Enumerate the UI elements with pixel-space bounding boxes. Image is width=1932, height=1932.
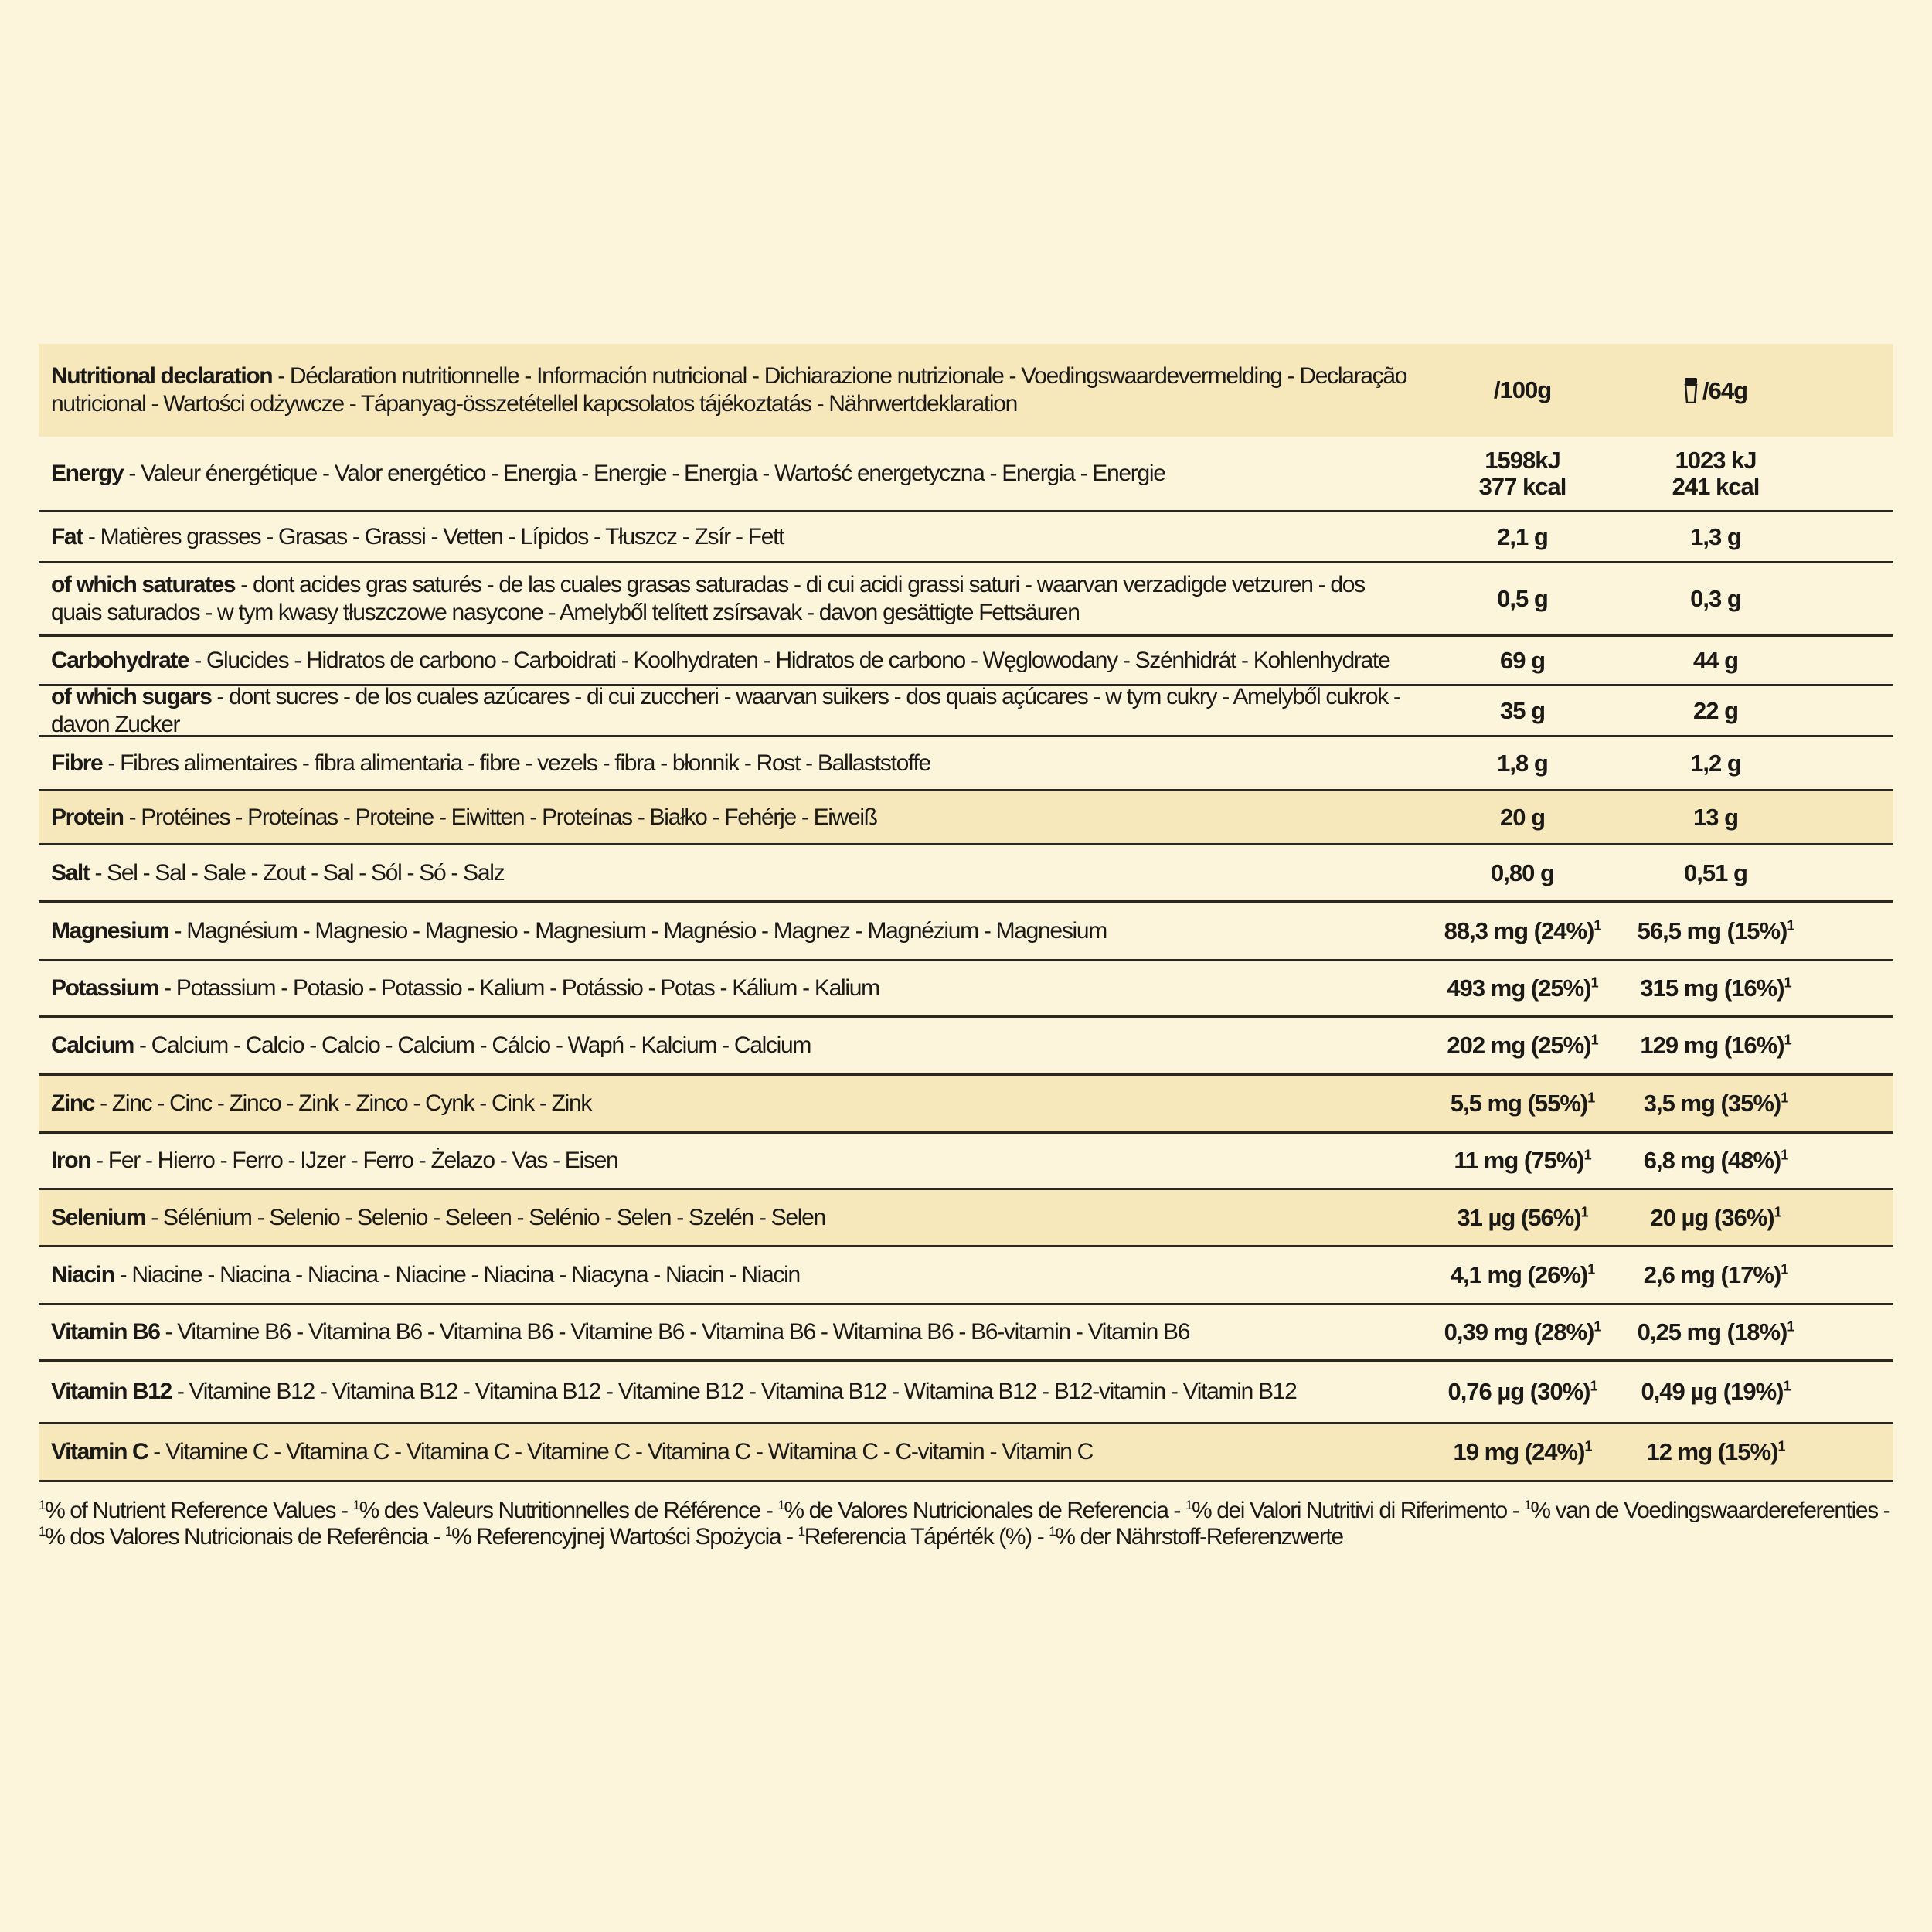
- nutrient-name: Potassium: [51, 975, 159, 1001]
- footnote-marker: 1: [1524, 1498, 1531, 1512]
- value-text: 0,25 mg (18%): [1637, 1318, 1787, 1345]
- footnote-marker: 1: [1584, 1438, 1592, 1454]
- value-text: 129 mg (16%): [1640, 1032, 1784, 1059]
- nutrient-label: [39, 1204, 1426, 1232]
- header-title-rest: - Déclaration nutritionnelle - Información nutricional - Dichiarazione nutrizionale - Voedingswaardevermelding - Declaração nutricional - Wartości odżywcze - Tápanyag-összetétellel kapcsolatos tájékoztatás - Nährwertdeklaration: [51, 363, 1407, 417]
- footnote-marker: 1: [1784, 975, 1791, 991]
- nutrient-translations: - Fibres alimentaires - fibra alimentaria - fibre - vezels - fibra - błonnik - Rost - Ballaststoffe: [102, 750, 930, 776]
- value-per-serving: [1619, 1439, 1812, 1465]
- energy-kj: 1023 kJ: [1675, 446, 1757, 474]
- footnote-part: % des Valeurs Nutritionnelles de Référence -: [359, 1498, 778, 1523]
- value-text: 20 g: [1499, 803, 1546, 831]
- nutrient-name: Energy: [51, 460, 124, 486]
- value-text: 19 mg (24%): [1453, 1438, 1585, 1465]
- table-row: [39, 1247, 1893, 1305]
- value-per-serving: [1619, 804, 1812, 831]
- nutrient-name: Vitamin B6: [51, 1319, 160, 1345]
- value-per-100g: [1426, 975, 1619, 1002]
- header-col-100g: /100g: [1493, 376, 1552, 403]
- nutrient-translations: - Vitamine B6 - Vitamina B6 - Vitamina B6 - Vitamine B6 - Vitamina B6 - Witamina B6 - B6-vitamin - Vitamin B6: [159, 1319, 1190, 1345]
- nutrient-label: [39, 975, 1426, 1002]
- value-per-100g: [1426, 1319, 1619, 1345]
- nutrient-label: [39, 571, 1426, 627]
- footnote-part: % van de Voedingswaardereferenties -: [1530, 1498, 1890, 1523]
- nutrient-translations: - Sélénium - Selenio - Selenio - Seleen - Selénio - Selen - Szelén - Selen: [145, 1204, 825, 1230]
- table-row: [39, 437, 1893, 512]
- value-per-serving: [1619, 648, 1812, 674]
- value-text: 35 g: [1499, 696, 1546, 724]
- nutrient-name: Selenium: [51, 1204, 146, 1230]
- value-text: 1,2 g: [1690, 749, 1741, 777]
- footnote-marker: 1: [1185, 1498, 1192, 1512]
- nutrient-label: [39, 647, 1426, 675]
- footnote-marker: 1: [1594, 1318, 1601, 1335]
- nutrient-translations: - dont sucres - de los cuales azúcares - di cui zuccheri - waarvan suikers - dos quais açúcares - w tym cukry - Amelyből cukrok - davon Zucker: [51, 683, 1400, 737]
- value-per-serving: [1619, 1090, 1812, 1117]
- footnote-part: % of Nutrient Reference Values -: [45, 1498, 353, 1523]
- nutrient-name: Calcium: [51, 1032, 134, 1058]
- value-per-serving: [1619, 750, 1812, 777]
- nutrient-label: [39, 1032, 1426, 1060]
- table-row: [39, 1190, 1893, 1247]
- value-per-100g: [1426, 698, 1619, 724]
- value-text: 202 mg (25%): [1447, 1032, 1591, 1059]
- value-per-100g: [1426, 648, 1619, 674]
- value-per-serving: [1619, 1032, 1812, 1059]
- value-text: 11 mg (75%): [1454, 1147, 1584, 1174]
- nutrient-translations: - Vitamine C - Vitamina C - Vitamina C - Vitamine C - Vitamina C - Witamina C - C-vitamin - Vitamin C: [148, 1439, 1093, 1464]
- value-per-100g: [1426, 447, 1619, 500]
- value-text: 0,5 g: [1497, 585, 1548, 612]
- table-row: [39, 563, 1893, 637]
- table-row: [39, 903, 1893, 961]
- nutrient-translations: - Protéines - Proteínas - Proteine - Eiwitten - Proteínas - Białko - Fehérje - Eiweiß: [123, 804, 877, 830]
- footnote-marker: 1: [39, 1498, 46, 1512]
- table-row: [39, 961, 1893, 1018]
- footnote-marker: 1: [777, 1498, 784, 1512]
- table-row: [39, 1362, 1893, 1424]
- table-row: [39, 1076, 1893, 1134]
- nutrient-label: [39, 1147, 1426, 1175]
- footnote-marker: 1: [1787, 1318, 1794, 1335]
- footnote-part: % Referencyjnej Wartości Spożycia -: [451, 1524, 798, 1549]
- value-per-serving: [1619, 1379, 1812, 1405]
- energy-kcal: 377 kcal: [1478, 472, 1566, 500]
- footnote-marker: 1: [1587, 1261, 1595, 1277]
- header-title-bold: Nutritional declaration: [51, 363, 273, 389]
- table-row: [39, 1134, 1893, 1190]
- nutrient-label: [39, 804, 1426, 832]
- value-text: 3,5 mg (35%): [1643, 1090, 1781, 1117]
- value-text: 20 µg (36%): [1650, 1203, 1774, 1231]
- value-text: 31 µg (56%): [1457, 1203, 1581, 1231]
- nutrient-label: [39, 917, 1426, 945]
- value-per-100g: [1426, 586, 1619, 612]
- nutrient-translations: - Matières grasses - Grasas - Grassi - Vetten - Lípidos - Tłuszcz - Zsír - Fett: [82, 523, 784, 549]
- footnote-marker: 1: [39, 1524, 46, 1539]
- footnote-marker: 1: [1587, 1090, 1595, 1106]
- nutrient-name: Fat: [51, 523, 83, 549]
- nutrient-name: Iron: [51, 1148, 91, 1173]
- value-per-100g: [1426, 918, 1619, 944]
- value-per-100g: [1426, 1148, 1619, 1174]
- value-text: 44 g: [1692, 646, 1739, 674]
- footnote-marker: 1: [352, 1498, 359, 1512]
- value-text: 315 mg (16%): [1640, 975, 1784, 1002]
- nutrient-name: Salt: [51, 859, 90, 886]
- table-header: [39, 344, 1893, 437]
- nutrient-label: [39, 1090, 1426, 1117]
- table-row: [39, 1018, 1893, 1076]
- footnote-marker: 1: [1594, 917, 1601, 934]
- header-col-serving-label: /64g: [1702, 376, 1748, 404]
- header-label: [39, 362, 1426, 418]
- nutrient-name: Vitamin C: [51, 1439, 148, 1464]
- value-text: 22 g: [1692, 696, 1739, 724]
- nutrient-translations: - Potassium - Potasio - Potassio - Kalium - Potássio - Potas - Kálium - Kalium: [158, 975, 879, 1001]
- table-row: [39, 737, 1893, 791]
- value-text: 88,3 mg (24%): [1444, 917, 1594, 944]
- value-text: 1,8 g: [1497, 749, 1548, 777]
- nutrient-translations: - Magnésium - Magnesio - Magnesio - Magnesium - Magnésio - Magnez - Magnézium - Magnesium: [168, 917, 1107, 944]
- header-col-serving: [1619, 377, 1812, 404]
- nutrient-translations: - Vitamine B12 - Vitamina B12 - Vitamina B12 - Vitamine B12 - Vitamina B12 - Witamina B12 - B12-vitamin - Vitamin B12: [171, 1379, 1297, 1404]
- value-text: 0,49 µg (19%): [1641, 1378, 1784, 1405]
- footnote-marker: 1: [798, 1524, 804, 1539]
- table-body: [39, 437, 1893, 1482]
- value-per-100g: [1426, 1090, 1619, 1117]
- nutrient-name: Carbohydrate: [51, 647, 189, 673]
- table-row: [39, 791, 1893, 845]
- nutrient-label: [39, 683, 1426, 739]
- value-text: 2,1 g: [1497, 522, 1548, 550]
- nutrient-name: Protein: [51, 804, 124, 830]
- nutrient-label: [39, 460, 1426, 488]
- nutrient-translations: - Sel - Sal - Sale - Zout - Sal - Sól - Só - Salz: [89, 859, 505, 886]
- value-per-serving: [1619, 698, 1812, 724]
- nutrient-translations: - Niacine - Niacina - Niacina - Niacine - Niacina - Niacyna - Niacin - Niacin: [114, 1262, 800, 1287]
- footnote-marker: 1: [1777, 1438, 1785, 1454]
- value-text: 12 mg (15%): [1646, 1438, 1778, 1465]
- value-per-100g: [1426, 1032, 1619, 1059]
- value-per-100g: [1426, 524, 1619, 550]
- footnote-marker: 1: [1049, 1524, 1056, 1539]
- footnote-marker: 1: [1783, 1378, 1791, 1394]
- nutrient-translations: - dont acides gras saturés - de las cuales grasas saturadas - di cui acidi grassi saturi - waarvan verzadigde vetzuren - dos quais saturados - w tym kwasy tłuszczowe nasycone - Amelyből telített zsírsavak - davon gesättigte Fettsäuren: [51, 572, 1365, 625]
- footnote-marker: 1: [1590, 1378, 1597, 1394]
- value-per-serving: [1619, 586, 1812, 612]
- footnote-marker: 1: [1580, 1204, 1588, 1220]
- value-per-100g: [1426, 1262, 1619, 1288]
- nutrient-label: [39, 1318, 1426, 1346]
- value-text: 69 g: [1499, 646, 1546, 674]
- nutrient-label: [39, 1378, 1426, 1406]
- nutrient-name: of which saturates: [51, 572, 236, 597]
- footnote-marker: 1: [1583, 1147, 1591, 1163]
- energy-kcal: 241 kcal: [1672, 472, 1760, 500]
- footnote-part: Referencia Tápérték (%) -: [804, 1524, 1049, 1549]
- nutrient-label: [39, 1438, 1426, 1466]
- value-text: 6,8 mg (48%): [1643, 1147, 1781, 1174]
- value-text: 2,6 mg (17%): [1643, 1261, 1781, 1288]
- value-per-serving: [1619, 1148, 1812, 1174]
- table-row: [39, 637, 1893, 686]
- footnote-marker: 1: [444, 1524, 451, 1539]
- nutrient-name: Magnesium: [51, 917, 169, 944]
- footnote-marker: 1: [1781, 1261, 1788, 1277]
- footnote-part: % der Nährstoff-Referenzwerte: [1055, 1524, 1343, 1549]
- footnote: [39, 1498, 1893, 1550]
- value-text: 5,5 mg (55%): [1450, 1090, 1588, 1117]
- value-text: 56,5 mg (15%): [1637, 917, 1787, 944]
- nutrition-table: [39, 344, 1893, 1482]
- value-text: 493 mg (25%): [1447, 975, 1591, 1002]
- nutrient-name: Zinc: [51, 1090, 95, 1116]
- footnote-marker: 1: [1590, 1032, 1598, 1048]
- shaker-cup-icon: [1684, 377, 1698, 403]
- value-per-serving: [1619, 1205, 1812, 1231]
- value-per-serving: [1619, 447, 1812, 500]
- footnote-marker: 1: [1781, 1147, 1788, 1163]
- footnote-part: % dei Valori Nutritivi di Riferimento -: [1192, 1498, 1525, 1523]
- nutrient-label: [39, 750, 1426, 777]
- value-per-serving: [1619, 524, 1812, 550]
- footnote-marker: 1: [1774, 1204, 1781, 1220]
- value-per-serving: [1619, 918, 1812, 944]
- nutrient-label: [39, 523, 1426, 551]
- table-row: [39, 683, 1893, 737]
- table-row: [39, 512, 1893, 563]
- nutrient-label: [39, 1261, 1426, 1289]
- table-row: [39, 1305, 1893, 1362]
- energy-kj: 1598kJ: [1485, 446, 1560, 474]
- footnote-marker: 1: [1781, 1090, 1788, 1106]
- value-text: 0,76 µg (30%): [1447, 1378, 1590, 1405]
- value-text: 0,39 mg (28%): [1444, 1318, 1594, 1345]
- value-per-100g: [1426, 860, 1619, 886]
- value-text: 0,51 g: [1684, 859, 1747, 886]
- value-per-100g: [1426, 1439, 1619, 1465]
- table-row: [39, 845, 1893, 903]
- table-row: [39, 1424, 1893, 1482]
- nutrient-translations: - Valeur énergétique - Valor energético - Energia - Energie - Energia - Wartość energetyczna - Energia - Energie: [123, 460, 1165, 486]
- footnote-marker: 1: [1590, 975, 1598, 991]
- value-text: 13 g: [1692, 803, 1739, 831]
- value-per-100g: [1426, 1205, 1619, 1231]
- value-per-serving: [1619, 1262, 1812, 1288]
- footnote-part: % de Valores Nutricionales de Referencia -: [784, 1498, 1185, 1523]
- nutrient-translations: - Zinc - Cinc - Zinco - Zink - Zinco - Cynk - Cink - Zink: [94, 1090, 592, 1116]
- nutrient-label: [39, 859, 1426, 887]
- nutrient-translations: - Calcium - Calcio - Calcio - Calcium - Cálcio - Wapń - Kalcium - Calcium: [133, 1032, 811, 1058]
- footnote-part: % dos Valores Nutricionais de Referência -: [45, 1524, 445, 1549]
- value-per-100g: [1426, 1379, 1619, 1405]
- nutrient-name: Vitamin B12: [51, 1379, 172, 1404]
- value-text: 0,80 g: [1491, 859, 1554, 886]
- footnote-marker: 1: [1787, 917, 1794, 934]
- nutrient-name: of which sugars: [51, 683, 212, 709]
- nutrient-name: Fibre: [51, 750, 103, 776]
- value-per-serving: [1619, 860, 1812, 886]
- value-text: 1,3 g: [1690, 522, 1741, 550]
- nutrient-translations: - Fer - Hierro - Ferro - IJzer - Ferro - Żelazo - Vas - Eisen: [90, 1148, 618, 1173]
- value-per-serving: [1619, 975, 1812, 1002]
- value-text: 0,3 g: [1690, 585, 1741, 612]
- nutrient-translations: - Glucides - Hidratos de carbono - Carboidrati - Koolhydraten - Hidratos de carbono - Węglowodany - Szénhidrát - Kohlenhydrate: [189, 647, 1390, 673]
- value-per-100g: [1426, 750, 1619, 777]
- value-per-serving: [1619, 1319, 1812, 1345]
- footnote-marker: 1: [1784, 1032, 1791, 1048]
- value-text: 4,1 mg (26%): [1450, 1261, 1588, 1288]
- nutrient-name: Niacin: [51, 1262, 114, 1287]
- value-per-100g: [1426, 804, 1619, 831]
